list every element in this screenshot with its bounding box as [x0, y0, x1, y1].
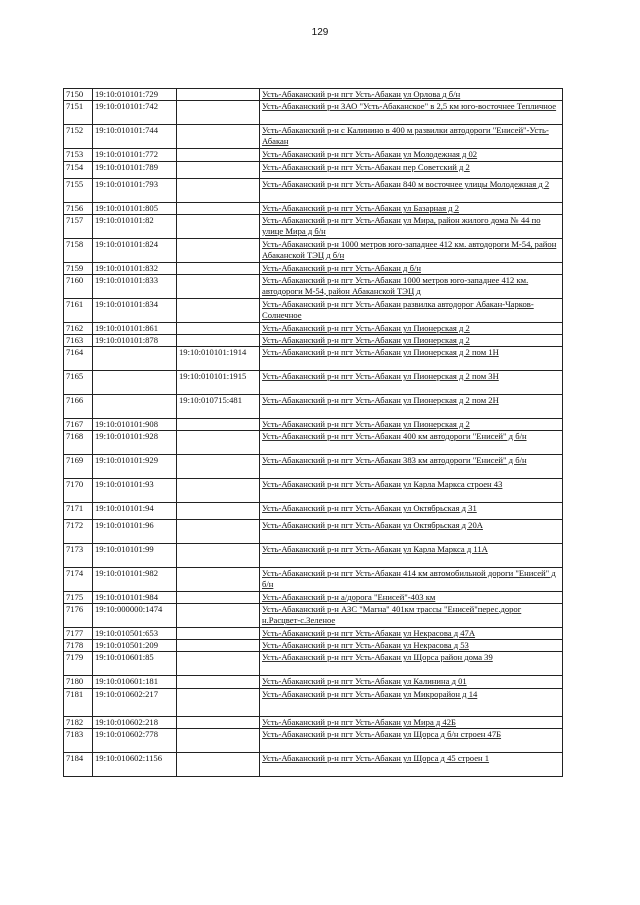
row-number-text: 7176 — [66, 604, 84, 614]
row-number-text: 7173 — [66, 544, 84, 554]
row-number-cell — [64, 520, 93, 544]
row-number-cell — [64, 431, 93, 455]
address-cell — [260, 89, 563, 101]
table-row — [64, 604, 563, 628]
table-row — [64, 203, 563, 215]
premises-cadastral-number-cell — [177, 640, 260, 652]
row-number-text: 7161 — [66, 299, 84, 309]
cadastral-number-cell — [93, 203, 177, 215]
premises-cadastral-number-cell — [177, 753, 260, 777]
address-text: Усть-Абаканский р-н а/дорога "Енисей"-403 км — [262, 592, 436, 602]
address-cell — [260, 275, 563, 299]
cadastral-number-cell — [93, 503, 177, 520]
table-row — [64, 275, 563, 299]
address-cell — [260, 479, 563, 503]
premises-cadastral-number-cell — [177, 479, 260, 503]
row-number-cell — [64, 455, 93, 479]
premises-cadastral-number-cell — [177, 299, 260, 323]
row-number-text: 7163 — [66, 335, 84, 345]
register-table-body — [64, 89, 563, 777]
table-row — [64, 299, 563, 323]
address-text: Усть-Абаканский р-н пгт Усть-Абакан ул Орлова д б/н — [262, 89, 461, 99]
row-number-text: 7168 — [66, 431, 84, 441]
address-text: Усть-Абаканский р-н пгт Усть-Абакан ул Некрасова д 47А — [262, 628, 476, 638]
row-number-text: 7153 — [66, 149, 84, 159]
table-row — [64, 544, 563, 568]
register-table — [63, 88, 563, 777]
address-cell — [260, 215, 563, 239]
table-row — [64, 179, 563, 203]
table-row — [64, 503, 563, 520]
table-row — [64, 162, 563, 179]
cadastral-number-cell — [93, 628, 177, 640]
address-text: Усть-Абаканский р-н пгт Усть-Абакан ул Базарная д 2 — [262, 203, 459, 213]
cadastral-number-text: 19:10:010101:742 — [95, 101, 159, 111]
cadastral-number-text: 19:10:010101:772 — [95, 149, 159, 159]
row-number-cell — [64, 203, 93, 215]
address-text: Усть-Абаканский р-н 1000 метров юго-западнее 412 км. автодороги М-54, район Абаканской ТЭЦ д б/н — [262, 239, 557, 260]
premises-cadastral-number-cell — [177, 371, 260, 395]
premises-cadastral-number-cell — [177, 89, 260, 101]
cadastral-number-text: 19:10:010101:832 — [95, 263, 159, 273]
row-number-cell — [64, 479, 93, 503]
table-row — [64, 455, 563, 479]
cadastral-number-text: 19:10:010101:984 — [95, 592, 159, 602]
cadastral-number-cell — [93, 149, 177, 162]
address-cell — [260, 753, 563, 777]
row-number-text: 7160 — [66, 275, 84, 285]
cadastral-number-cell — [93, 395, 177, 419]
cadastral-number-cell — [93, 431, 177, 455]
address-text: Усть-Абаканский р-н пгт Усть-Абакан 1000 метров юго-западнее 412 км. автодороги М-54, район Абаканской ТЭЦ д — [262, 275, 529, 296]
row-number-cell — [64, 729, 93, 753]
address-text: Усть-Абаканский р-н пгт Усть-Абакан ул Карла Маркса строен 43 — [262, 479, 503, 489]
address-text: Усть-Абаканский р-н пгт Усть-Абакан ул Пионерская д 2 — [262, 419, 470, 429]
table-row — [64, 592, 563, 604]
address-text: Усть-Абаканский р-н пгт Усть-Абакан ул Пионерская д 2 пом 3Н — [262, 371, 499, 381]
address-cell — [260, 149, 563, 162]
address-text: Усть-Абаканский р-н с Калинино в 400 м развилки автодороги "Енисей"-Усть-Абакан — [262, 125, 549, 146]
table-row — [64, 717, 563, 729]
cadastral-number-text: 19:10:010101:861 — [95, 323, 159, 333]
cadastral-number-cell — [93, 640, 177, 652]
cadastral-number-text: 19:10:010602:778 — [95, 729, 159, 739]
address-cell — [260, 419, 563, 431]
premises-cadastral-number-cell — [177, 125, 260, 149]
address-cell — [260, 628, 563, 640]
cadastral-number-text: 19:10:010101:744 — [95, 125, 159, 135]
address-text: Усть-Абаканский р-н пгт Усть-Абакан пер Советский д 2 — [262, 162, 470, 172]
cadastral-number-cell — [93, 520, 177, 544]
row-number-cell — [64, 753, 93, 777]
table-row — [64, 323, 563, 335]
premises-cadastral-number-cell — [177, 604, 260, 628]
cadastral-number-text: 19:10:010101:789 — [95, 162, 159, 172]
table-row — [64, 520, 563, 544]
address-cell — [260, 604, 563, 628]
row-number-cell — [64, 689, 93, 717]
cadastral-number-text: 19:10:010601:181 — [95, 676, 159, 686]
row-number-cell — [64, 640, 93, 652]
cadastral-number-cell — [93, 652, 177, 676]
cadastral-number-text: 19:10:010602:217 — [95, 689, 159, 699]
row-number-text: 7182 — [66, 717, 84, 727]
cadastral-number-cell — [93, 179, 177, 203]
address-cell — [260, 568, 563, 592]
cadastral-number-cell — [93, 604, 177, 628]
row-number-text: 7178 — [66, 640, 84, 650]
cadastral-number-cell — [93, 299, 177, 323]
address-cell — [260, 101, 563, 125]
cadastral-number-text: 19:10:010602:1156 — [95, 753, 162, 763]
row-number-text: 7170 — [66, 479, 84, 489]
address-cell — [260, 676, 563, 689]
address-text: Усть-Абаканский р-н АЗС "Магна" 401км трассы "Енисей"перес.дорог н.Расцвет-с.Зеленое — [262, 604, 522, 625]
cadastral-number-cell — [93, 371, 177, 395]
premises-cadastral-number-text: 19:10:010715:481 — [179, 395, 243, 405]
row-number-text: 7177 — [66, 628, 84, 638]
table-row — [64, 689, 563, 717]
cadastral-number-cell — [93, 101, 177, 125]
cadastral-number-cell — [93, 568, 177, 592]
row-number-text: 7169 — [66, 455, 84, 465]
row-number-cell — [64, 628, 93, 640]
row-number-text: 7155 — [66, 179, 84, 189]
premises-cadastral-number-cell — [177, 689, 260, 717]
row-number-cell — [64, 275, 93, 299]
cadastral-number-cell — [93, 125, 177, 149]
premises-cadastral-number-cell — [177, 520, 260, 544]
cadastral-number-text: 19:10:010101:878 — [95, 335, 159, 345]
row-number-cell — [64, 162, 93, 179]
row-number-cell — [64, 347, 93, 371]
address-cell — [260, 179, 563, 203]
row-number-text: 7171 — [66, 503, 84, 513]
table-row — [64, 676, 563, 689]
row-number-cell — [64, 717, 93, 729]
address-cell — [260, 162, 563, 179]
row-number-cell — [64, 263, 93, 275]
cadastral-number-cell — [93, 275, 177, 299]
premises-cadastral-number-cell — [177, 162, 260, 179]
row-number-cell — [64, 89, 93, 101]
cadastral-number-text: 19:10:010101:833 — [95, 275, 159, 285]
address-cell — [260, 455, 563, 479]
premises-cadastral-number-cell — [177, 263, 260, 275]
row-number-text: 7183 — [66, 729, 84, 739]
premises-cadastral-number-cell — [177, 215, 260, 239]
premises-cadastral-number-cell — [177, 335, 260, 347]
cadastral-number-text: 19:10:010101:908 — [95, 419, 159, 429]
address-cell — [260, 431, 563, 455]
cadastral-number-cell — [93, 676, 177, 689]
table-row — [64, 215, 563, 239]
row-number-text: 7151 — [66, 101, 84, 111]
premises-cadastral-number-cell — [177, 395, 260, 419]
cadastral-number-text: 19:10:010501:653 — [95, 628, 159, 638]
address-text: Усть-Абаканский р-н пгт Усть-Абакан 383 км автодороги "Енисей" д б/н — [262, 455, 527, 465]
row-number-cell — [64, 419, 93, 431]
address-cell — [260, 520, 563, 544]
row-number-cell — [64, 215, 93, 239]
cadastral-number-cell — [93, 592, 177, 604]
address-cell — [260, 239, 563, 263]
cadastral-number-text: 19:10:010101:99 — [95, 544, 154, 554]
cadastral-number-cell — [93, 455, 177, 479]
premises-cadastral-number-cell — [177, 239, 260, 263]
premises-cadastral-number-cell — [177, 729, 260, 753]
cadastral-number-text: 19:10:010101:929 — [95, 455, 159, 465]
premises-cadastral-number-cell — [177, 455, 260, 479]
row-number-text: 7172 — [66, 520, 84, 530]
row-number-cell — [64, 503, 93, 520]
address-text: Усть-Абаканский р-н пгт Усть-Абакан ул Пионерская д 2 пом 2Н — [262, 395, 499, 405]
cadastral-number-cell — [93, 717, 177, 729]
table-row — [64, 419, 563, 431]
premises-cadastral-number-cell — [177, 431, 260, 455]
row-number-cell — [64, 179, 93, 203]
cadastral-number-cell — [93, 753, 177, 777]
address-text: Усть-Абаканский р-н пгт Усть-Абакан ул Щорса район дома 39 — [262, 652, 493, 662]
table-row — [64, 89, 563, 101]
address-cell — [260, 125, 563, 149]
table-row — [64, 431, 563, 455]
cadastral-number-text: 19:10:010101:93 — [95, 479, 154, 489]
table-row — [64, 347, 563, 371]
cadastral-number-cell — [93, 323, 177, 335]
row-number-text: 7167 — [66, 419, 84, 429]
premises-cadastral-number-cell — [177, 347, 260, 371]
cadastral-number-text: 19:10:010101:82 — [95, 215, 154, 225]
address-cell — [260, 323, 563, 335]
address-cell — [260, 203, 563, 215]
address-text: Усть-Абаканский р-н пгт Усть-Абакан д б/н — [262, 263, 421, 273]
row-number-cell — [64, 395, 93, 419]
address-cell — [260, 717, 563, 729]
address-cell — [260, 335, 563, 347]
cadastral-number-cell — [93, 419, 177, 431]
address-cell — [260, 299, 563, 323]
cadastral-number-cell — [93, 162, 177, 179]
row-number-text: 7157 — [66, 215, 84, 225]
address-text: Усть-Абаканский р-н пгт Усть-Абакан ул Пионерская д 2 — [262, 335, 470, 345]
address-text: Усть-Абаканский р-н пгт Усть-Абакан ул Мира д 42Б — [262, 717, 456, 727]
table-row — [64, 479, 563, 503]
row-number-text: 7164 — [66, 347, 84, 357]
row-number-text: 7154 — [66, 162, 84, 172]
premises-cadastral-number-cell — [177, 203, 260, 215]
row-number-text: 7179 — [66, 652, 84, 662]
row-number-cell — [64, 101, 93, 125]
cadastral-number-text: 19:10:010101:94 — [95, 503, 154, 513]
address-text: Усть-Абаканский р-н пгт Усть-Абакан ул Некрасова д 53 — [262, 640, 469, 650]
row-number-cell — [64, 371, 93, 395]
cadastral-number-text: 19:10:000000:1474 — [95, 604, 163, 614]
table-row — [64, 239, 563, 263]
premises-cadastral-number-cell — [177, 179, 260, 203]
premises-cadastral-number-cell — [177, 676, 260, 689]
address-cell — [260, 503, 563, 520]
address-cell — [260, 544, 563, 568]
row-number-text: 7158 — [66, 239, 84, 249]
address-cell — [260, 347, 563, 371]
address-text: Усть-Абаканский р-н пгт Усть-Абакан ул Калинина д 01 — [262, 676, 467, 686]
cadastral-number-text: 19:10:010101:729 — [95, 89, 159, 99]
cadastral-number-text: 19:10:010501:209 — [95, 640, 159, 650]
cadastral-number-cell — [93, 263, 177, 275]
cadastral-number-text: 19:10:010101:96 — [95, 520, 154, 530]
premises-cadastral-number-cell — [177, 652, 260, 676]
row-number-text: 7166 — [66, 395, 84, 405]
premises-cadastral-number-cell — [177, 568, 260, 592]
premises-cadastral-number-cell — [177, 628, 260, 640]
row-number-cell — [64, 239, 93, 263]
address-text: Усть-Абаканский р-н пгт Усть-Абакан ул Карла Маркса д 11А — [262, 544, 488, 554]
row-number-cell — [64, 335, 93, 347]
address-text: Усть-Абаканский р-н пгт Усть-Абакан 840 м восточнее улицы Молодежная д 2 — [262, 179, 550, 189]
cadastral-number-cell — [93, 215, 177, 239]
address-text: Усть-Абаканский р-н пгт Усть-Абакан ул Октябрьская д 20А — [262, 520, 483, 530]
address-text: Усть-Абаканский р-н пгт Усть-Абакан ул Мира, район жилого дома № 44 по улице Мира д б/н — [262, 215, 541, 236]
cadastral-number-cell — [93, 347, 177, 371]
row-number-text: 7150 — [66, 89, 84, 99]
row-number-text: 7162 — [66, 323, 84, 333]
table-row — [64, 335, 563, 347]
table-row — [64, 729, 563, 753]
address-text: Усть-Абаканский р-н пгт Усть-Абакан ул Молодежная д 02 — [262, 149, 478, 159]
row-number-text: 7165 — [66, 371, 84, 381]
row-number-cell — [64, 299, 93, 323]
table-row — [64, 371, 563, 395]
cadastral-number-text: 19:10:010101:982 — [95, 568, 159, 578]
table-row — [64, 149, 563, 162]
address-cell — [260, 640, 563, 652]
table-row — [64, 125, 563, 149]
cadastral-number-cell — [93, 335, 177, 347]
table-row — [64, 395, 563, 419]
premises-cadastral-number-cell — [177, 592, 260, 604]
row-number-text: 7184 — [66, 753, 84, 763]
address-cell — [260, 592, 563, 604]
address-text: Усть-Абаканский р-н пгт Усть-Абакан 400 км автодороги "Енисей" д б/н — [262, 431, 527, 441]
address-text: Усть-Абаканский р-н пгт Усть-Абакан 414 км автомобильной дороги "Енисей" д б/н — [262, 568, 556, 589]
cadastral-number-cell — [93, 544, 177, 568]
table-row — [64, 628, 563, 640]
address-text: Усть-Абаканский р-н пгт Усть-Абакан ул Пионерская д 2 пом 1Н — [262, 347, 499, 357]
row-number-text: 7180 — [66, 676, 84, 686]
cadastral-number-text: 19:10:010602:218 — [95, 717, 159, 727]
row-number-cell — [64, 652, 93, 676]
premises-cadastral-number-cell — [177, 149, 260, 162]
row-number-cell — [64, 568, 93, 592]
cadastral-number-text: 19:10:010101:928 — [95, 431, 159, 441]
premises-cadastral-number-cell — [177, 544, 260, 568]
row-number-text: 7152 — [66, 125, 84, 135]
address-cell — [260, 395, 563, 419]
table-row — [64, 640, 563, 652]
cadastral-number-text: 19:10:010101:805 — [95, 203, 159, 213]
address-text: Усть-Абаканский р-н пгт Усть-Абакан ул Октябрьская д 31 — [262, 503, 477, 513]
premises-cadastral-number-text: 19:10:010101:1914 — [179, 347, 247, 357]
address-text: Усть-Абаканский р-н пгт Усть-Абакан развилка автодорог Абакан-Чарков-Солнечное — [262, 299, 534, 320]
premises-cadastral-number-cell — [177, 323, 260, 335]
row-number-text: 7159 — [66, 263, 84, 273]
row-number-text: 7175 — [66, 592, 84, 602]
premises-cadastral-number-text: 19:10:010101:1915 — [179, 371, 247, 381]
table-row — [64, 753, 563, 777]
cadastral-number-cell — [93, 729, 177, 753]
row-number-cell — [64, 592, 93, 604]
premises-cadastral-number-cell — [177, 503, 260, 520]
row-number-cell — [64, 676, 93, 689]
table-row — [64, 101, 563, 125]
row-number-text: 7156 — [66, 203, 84, 213]
premises-cadastral-number-cell — [177, 275, 260, 299]
premises-cadastral-number-cell — [177, 101, 260, 125]
table-row — [64, 263, 563, 275]
address-text: Усть-Абаканский р-н пгт Усть-Абакан ул Микрорайон д 14 — [262, 689, 478, 699]
address-text: Усть-Абаканский р-н пгт Усть-Абакан ул Щорса д б/н строен 47Б — [262, 729, 502, 739]
cadastral-number-cell — [93, 689, 177, 717]
cadastral-number-cell — [93, 479, 177, 503]
page-number: 129 — [311, 27, 329, 38]
cadastral-number-text: 19:10:010101:824 — [95, 239, 159, 249]
address-text: Усть-Абаканский р-н пгт Усть-Абакан ул Пионерская д 2 — [262, 323, 470, 333]
row-number-text: 7181 — [66, 689, 84, 699]
row-number-cell — [64, 125, 93, 149]
address-cell — [260, 689, 563, 717]
row-number-cell — [64, 323, 93, 335]
cadastral-number-cell — [93, 239, 177, 263]
premises-cadastral-number-cell — [177, 419, 260, 431]
address-cell — [260, 652, 563, 676]
premises-cadastral-number-cell — [177, 717, 260, 729]
cadastral-number-text: 19:10:010101:793 — [95, 179, 159, 189]
row-number-text: 7174 — [66, 568, 84, 578]
address-cell — [260, 263, 563, 275]
address-cell — [260, 371, 563, 395]
address-cell — [260, 729, 563, 753]
address-text: Усть-Абаканский р-н ЗАО "Усть-Абаканское" в 2,5 км юго-восточнее Тепличное — [262, 101, 557, 111]
cadastral-number-cell — [93, 89, 177, 101]
cadastral-number-text: 19:10:010101:834 — [95, 299, 159, 309]
row-number-cell — [64, 604, 93, 628]
table-row — [64, 652, 563, 676]
table-row — [64, 568, 563, 592]
address-text: Усть-Абаканский р-н пгт Усть-Абакан ул Щорса д 45 строен 1 — [262, 753, 490, 763]
row-number-cell — [64, 149, 93, 162]
cadastral-number-text: 19:10:010601:85 — [95, 652, 154, 662]
row-number-cell — [64, 544, 93, 568]
